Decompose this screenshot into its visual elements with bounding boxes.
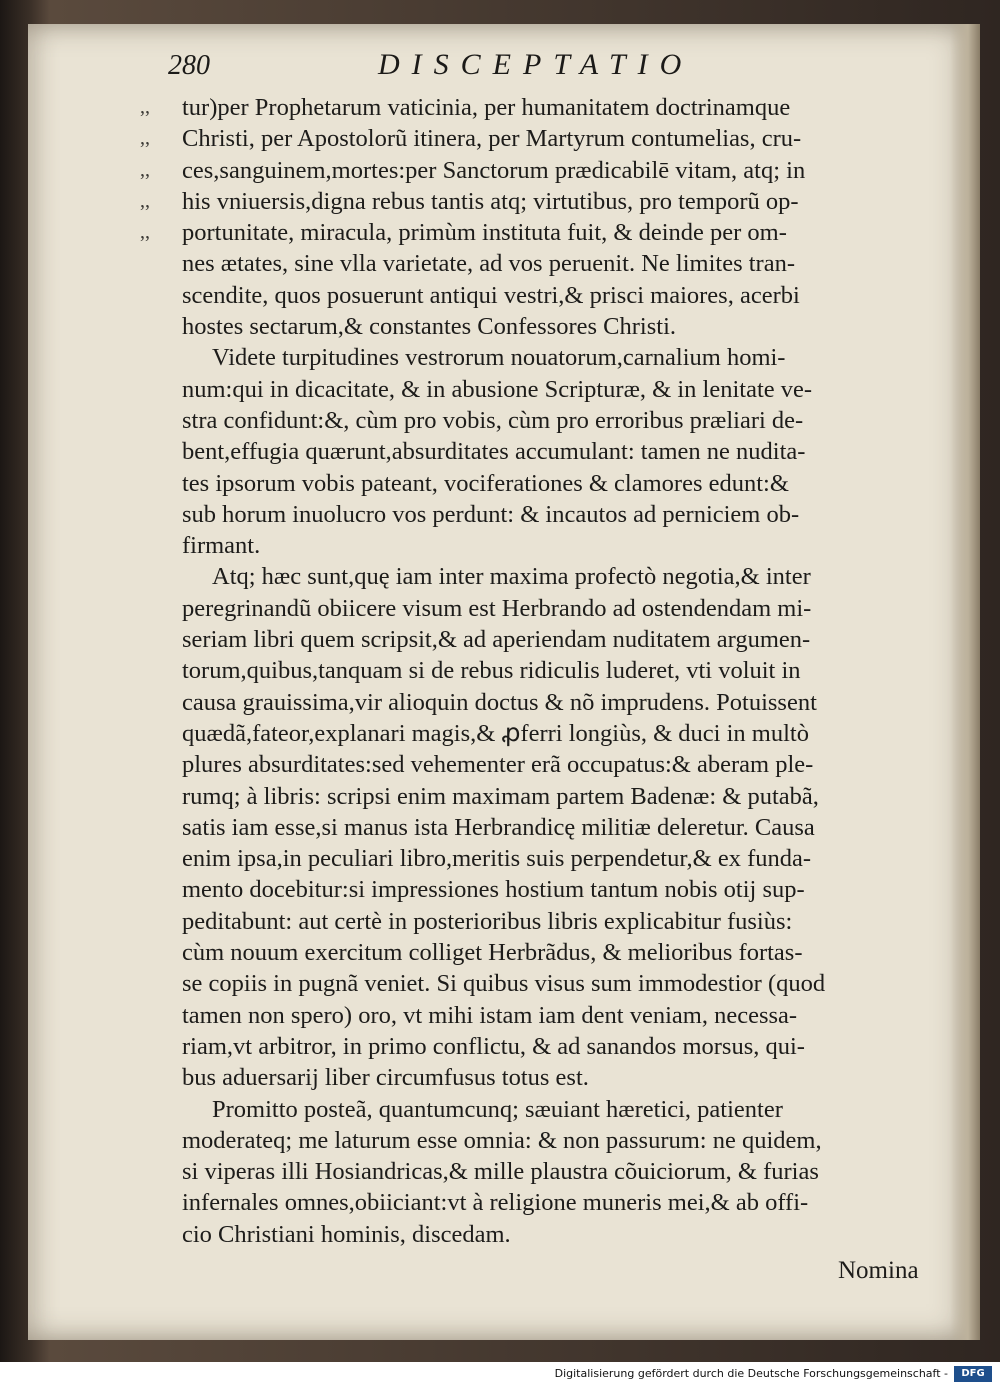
line-text: causa grauissima,vir alioquin doctus & nõ imprudens. Potuissent: [182, 688, 817, 716]
line-text: stra confidunt:&, cùm pro vobis, cùm pro erroribus præliari de-: [182, 406, 804, 434]
page-edge: [950, 24, 980, 1340]
text-line: [140, 906, 940, 937]
digitization-footer: [0, 1362, 1000, 1387]
line-text: torum,quibus,tanquam si de rebus ridiculis luderet, vti voluit in: [182, 657, 801, 685]
text-line: [140, 812, 940, 843]
line-text: peditabunt: aut certè in posterioribus libris explicabitur fusiùs:: [182, 907, 793, 935]
line-text: ces,sanguinem,mortes:per Sanctorum prædicabilē vitam, atq; in: [182, 156, 806, 184]
line-text: scendite, quos posuerunt antiqui vestri,& prisci maiores, acerbi: [182, 281, 800, 309]
line-text: satis iam esse,si manus ista Herbrandicę militiæ deleretur. Causa: [182, 813, 815, 841]
line-text: Christi, per Apostolorũ itinera, per Martyrum contumelias, cru-: [182, 125, 802, 153]
line-text: hostes sectarum,& constantes Confessores Christi.: [182, 313, 677, 341]
line-text: Promitto posteã, quantumcunq; sæuiant hæretici, patienter: [212, 1095, 783, 1123]
line-text: infernales omnes,obiiciant:vt à religione muneris mei,& ab offi-: [182, 1189, 809, 1217]
line-text: tamen non spero) oro, vt mihi istam iam dent veniam, necessa-: [182, 1001, 798, 1029]
line-text: quædã,fateor,explanari magis,& ꝓferri longiùs, & duci in multò: [182, 719, 809, 747]
text-line: [140, 937, 940, 968]
line-text: tes ipsorum vobis pateant, vociferationes & clamores edunt:&: [182, 469, 789, 497]
line-text: plures absurditates:sed vehementer erã occupatus:& aberam ple-: [182, 751, 814, 779]
text-line: [140, 968, 940, 999]
line-text: bus aduersarij liber circumfusus totus est.: [182, 1064, 589, 1092]
text-line: [140, 468, 940, 499]
text-line: [140, 217, 940, 248]
quotation-mark: ,,: [140, 96, 150, 118]
line-text: nes ætates, sine vlla varietate, ad vos peruenit. Ne limites tran-: [182, 250, 795, 278]
funding-credit: Digitalisierung gefördert durch die Deutsche Forschungsgemeinschaft -: [554, 1367, 948, 1380]
text-line: [140, 248, 940, 279]
line-text: rumq; à libris: scripsi enim maximam partem Badenæ: & putabã,: [182, 782, 819, 810]
text-line: [140, 1125, 940, 1156]
line-text: si viperas illi Hosiandricas,& mille plaustra cõuiciorum, & furias: [182, 1158, 819, 1186]
line-text: cùm nouum exercitum colliget Herbrãdus, & melioribus fortas-: [182, 939, 803, 967]
line-text: portunitate, miracula, primùm instituta fuit, & deinde per om-: [182, 219, 787, 247]
text-line: [140, 186, 940, 217]
dfg-logo-icon: DFG: [954, 1366, 992, 1382]
line-text: moderateq; me laturum esse omnia: & non passurum: ne quidem,: [182, 1126, 822, 1154]
line-text: Videte turpitudines vestrorum nouatorum,carnalium homi-: [212, 344, 786, 372]
text-line: [140, 1031, 940, 1062]
text-line: [140, 311, 940, 342]
text-line: [140, 499, 940, 530]
text-line: [140, 1000, 940, 1031]
text-line: [140, 123, 940, 154]
text-line: [140, 1156, 940, 1187]
catchword: Nomina: [838, 1257, 919, 1284]
text-line: [140, 1219, 940, 1250]
text-line: [140, 749, 940, 780]
text-line: [140, 718, 940, 749]
body-text: [140, 92, 940, 1250]
line-text: firmant.: [182, 532, 261, 560]
text-line: [140, 374, 940, 405]
running-title: DISCEPTATIO: [378, 48, 694, 81]
quotation-mark: ,,: [140, 158, 150, 181]
text-line: [140, 436, 940, 467]
quotation-mark: ,,: [140, 221, 150, 244]
text-line: [140, 1187, 940, 1218]
line-text: his vniuersis,digna rebus tantis atq; virtutibus, pro temporũ op-: [182, 187, 799, 215]
line-text: mento docebitur:si impressiones hostium tantum nobis otij sup-: [182, 876, 805, 904]
text-line: [140, 1094, 940, 1125]
page-header: [168, 50, 928, 90]
text-line: [140, 655, 940, 686]
line-text: Atq; hæc sunt,quę iam inter maxima profectò negotia,& inter: [212, 563, 811, 591]
line-text: peregrinandũ obiicere visum est Herbrando ad ostendendam mi-: [182, 594, 812, 622]
line-text: num:qui in dicacitate, & in abusione Scripturæ, & in lenitate ve-: [182, 375, 813, 403]
line-text: tur)per Prophetarum vaticinia, per humanitatem doctrinamque: [182, 94, 791, 121]
text-line: [140, 155, 940, 186]
text-line: [140, 874, 940, 905]
line-text: cio Christiani hominis, discedam.: [182, 1220, 511, 1248]
line-text: bent,effugia quærunt,absurditates accumulant: tamen ne nudita-: [182, 438, 806, 466]
text-line: [140, 561, 940, 592]
text-line: [140, 687, 940, 718]
quotation-mark: ,,: [140, 127, 150, 150]
quotation-mark: ,,: [140, 189, 150, 212]
text-line: [140, 781, 940, 812]
text-line: [140, 280, 940, 311]
text-line: [140, 843, 940, 874]
text-line: [140, 593, 940, 624]
text-line: [140, 1062, 940, 1093]
text-line: [140, 342, 940, 373]
line-text: se copiis in pugnã veniet. Si quibus visus sum immodestior (quod: [182, 970, 826, 998]
line-text: riam,vt arbitror, in primo conflictu, & ad sanandos morsus, qui-: [182, 1032, 805, 1060]
text-line: [140, 405, 940, 436]
page-number: 280: [168, 50, 210, 81]
text-line: [140, 92, 940, 123]
line-text: sub horum inuolucro vos perdunt: & incautos ad perniciem ob-: [182, 500, 800, 528]
line-text: seriam libri quem scripsit,& ad aperiendam nuditatem argumen-: [182, 626, 811, 654]
text-line: [140, 624, 940, 655]
line-text: enim ipsa,in peculiari libro,meritis suis perpendetur,& ex funda-: [182, 845, 812, 873]
text-line: [140, 530, 940, 561]
